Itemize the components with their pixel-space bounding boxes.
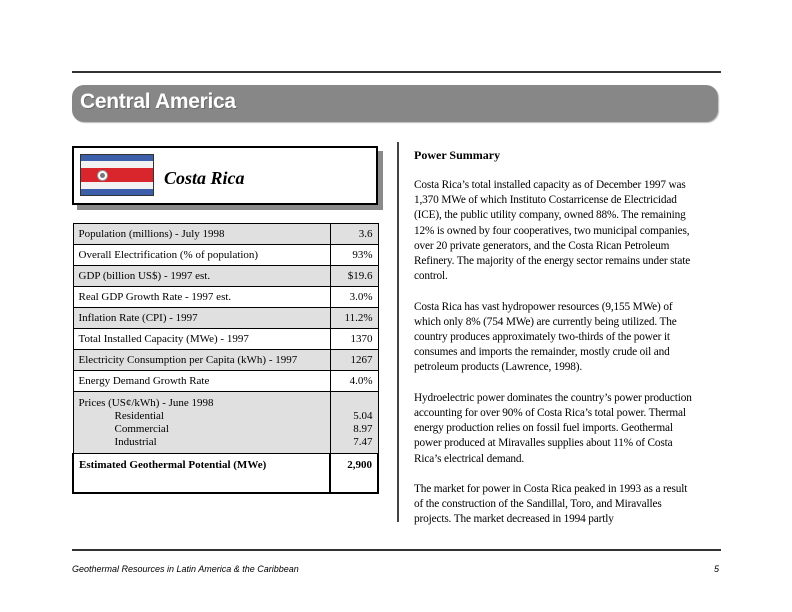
top-rule [72, 71, 721, 73]
table-row [73, 308, 378, 329]
fact-value: 4.0% [330, 371, 378, 392]
fact-value: 11.2% [330, 308, 378, 329]
price-commercial-value: 8.97 [353, 423, 373, 435]
price-industrial-label: Industrial [114, 436, 157, 448]
country-name: Costa Rica [164, 168, 245, 188]
summary-heading: Power Summary [414, 148, 501, 162]
prices-label: Prices (US¢/kWh) - June 1998 [78, 397, 214, 409]
table-row [73, 266, 378, 287]
costa-rica-flag-icon [80, 154, 154, 196]
table-row [73, 371, 378, 392]
prices-value-cell [330, 392, 378, 454]
fact-label: Overall Electrification (% of population) [73, 245, 330, 266]
fact-value: 3.6 [330, 224, 378, 245]
coat-of-arms-icon [97, 170, 108, 181]
geothermal-potential-label: Estimated Geothermal Potential (MWe) [73, 454, 330, 494]
region-banner [72, 85, 718, 122]
country-facts-table [72, 223, 379, 494]
fact-value: 3.0% [330, 287, 378, 308]
page-number: 5 [714, 564, 720, 574]
table-row [73, 287, 378, 308]
fact-label: Real GDP Growth Rate - 1997 est. [73, 287, 330, 308]
table-row [73, 350, 378, 371]
table-row [73, 245, 378, 266]
fact-label: Energy Demand Growth Rate [73, 371, 330, 392]
geothermal-potential-value: 2,900 [330, 454, 378, 494]
price-commercial-label: Commercial [114, 423, 169, 435]
power-summary [414, 148, 694, 543]
country-header-box [72, 146, 378, 205]
price-residential-value: 5.04 [353, 410, 373, 422]
geothermal-potential-row [73, 454, 378, 494]
fact-value: $19.6 [330, 266, 378, 287]
column-divider [397, 142, 399, 522]
summary-paragraph: Hydroelectric power dominates the country’s power production accounting for over 90% of Costa Rica’s total power. Thermal energy production relies on fossil fuel imports. Geothermal power produced at Miravalles supplies about 11% of Costa Rica’s electrical demand. [414, 391, 692, 465]
prices-row [73, 392, 378, 454]
fact-label: Inflation Rate (CPI) - 1997 [73, 308, 330, 329]
fact-value: 93% [330, 245, 378, 266]
summary-paragraph: The market for power in Costa Rica peaked in 1993 as a result of the construction of the Sandillal, Toro, and Miravalles projects. The market decreased in 1994 partly [414, 483, 688, 526]
price-residential-label: Residential [114, 410, 164, 422]
region-title: Central America [80, 90, 236, 113]
fact-label: Population (millions) - July 1998 [73, 224, 330, 245]
table-row [73, 224, 378, 245]
footer-title: Geothermal Resources in Latin America & the Caribbean [72, 564, 299, 574]
summary-paragraph: Costa Rica has vast hydropower resources (9,155 MWe) of which only 8% (754 MWe) are currently being utilized. The country produces approximately two-thirds of the power it consumes and imports the remainder, mostly crude oil and petroleum products (Lawrence, 1998). [414, 300, 677, 374]
fact-value: 1370 [330, 329, 378, 350]
summary-paragraph: Costa Rica’s total installed capacity as of December 1997 was 1,370 MWe of which Instituto Costarricense de Electricidad (ICE), the public utility company, owned 88%. The remaining 12% is owned by four cooperatives, two municipal companies, over 20 private generators, and the Costa Rican Petroleum Refinery. The majority of the energy sector remains under state control. [414, 179, 691, 283]
fact-value: 1267 [330, 350, 378, 371]
fact-label: Total Installed Capacity (MWe) - 1997 [73, 329, 330, 350]
bottom-rule [72, 549, 721, 551]
fact-label: Electricity Consumption per Capita (kWh) - 1997 [73, 350, 330, 371]
fact-label: GDP (billion US$) - 1997 est. [73, 266, 330, 287]
table-row [73, 329, 378, 350]
prices-label-cell [73, 392, 330, 454]
price-industrial-value: 7.47 [353, 436, 373, 448]
